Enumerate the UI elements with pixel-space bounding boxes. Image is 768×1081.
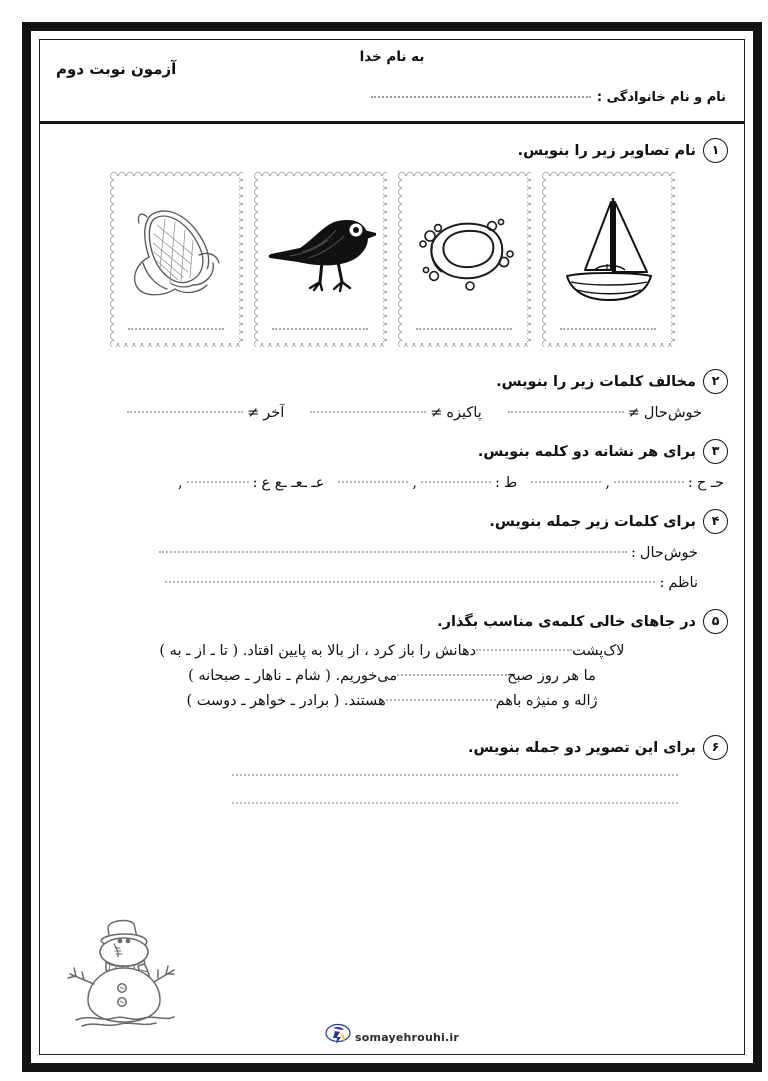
crow-illustration [258,176,383,328]
stamp-frame-corn [110,172,243,347]
student-name-row [371,90,726,105]
worksheet-header [40,40,744,124]
question-3-letter: حـ ح [696,475,724,491]
soap-illustration [402,176,527,328]
watermark-text: somayehrouhi.ir [355,1030,459,1044]
colon: : [252,475,258,491]
stamp-frame-soap [398,172,531,347]
question-1-answer-line-crow[interactable] [272,328,368,330]
question-4-row-1 [56,545,728,561]
question-3-header [56,439,728,464]
not-equal-icon: ≠ [430,405,443,421]
question-5-blank[interactable] [476,649,572,651]
sentence-before: لاک‌پشت [572,643,625,659]
question-6-header [56,735,728,760]
corn-illustration [114,176,239,328]
question-4-row-2 [56,575,728,591]
question-6-answer-line[interactable] [232,802,678,804]
question-1-answer-line-corn[interactable] [128,328,224,330]
question-3-answer-line[interactable] [421,481,491,483]
question-1-answer-line-sailboat[interactable] [560,328,656,330]
sentence-options: ( تا ـ از ـ به ) [159,643,239,659]
stamp-frame-sailboat [542,172,675,347]
question-6-number: ۶ [703,735,728,760]
question-1-number: ۱ [703,138,728,163]
sentence-options: ( برادر ـ خواهر ـ دوست ) [186,693,340,709]
question-2-word: آخر [263,405,285,421]
question-3-answer-line[interactable] [614,481,684,483]
question-3-answers [56,475,728,491]
question-5-sentence-3 [56,693,728,709]
worksheet-sheet [39,39,745,1055]
question-3-item [338,475,517,491]
question-5-sentence-1 [56,643,728,659]
colon: : [631,545,636,561]
question-6-text: برای این تصویر دو جمله بنویس. [468,739,696,756]
question-4-text: برای کلمات زیر جمله بنویس. [489,513,696,530]
question-2-header [56,369,728,394]
question-5-blank[interactable] [386,699,496,701]
not-equal-icon: ≠ [627,405,640,421]
question-3-answer-line[interactable] [338,481,408,483]
colon: : [495,475,500,491]
worksheet-body [40,124,744,1054]
sentence-options: ( شام ـ ناهار ـ صبحانه ) [188,668,331,684]
question-5-header [56,609,728,634]
question-5-sentence-2 [56,668,728,684]
question-3-letter: ط [503,475,518,491]
exam-title: آزمون نوبت دوم [56,60,177,78]
snowman-illustration [62,908,184,1032]
question-3-number: ۳ [703,439,728,464]
question-4-word: خوش‌حال [639,545,698,561]
question-2-answers [56,405,728,421]
colon: : [687,475,693,491]
sentence-before: ژاله و منیژه باهم [495,693,598,709]
question-1-text: نام تصاویر زیر را بنویس. [517,142,696,159]
question-3-letter: عـ ـعـ ـع ع [261,475,325,491]
question-5-text: در جاهای خالی کلمه‌ی مناسب بگذار. [437,613,696,630]
question-2-answer-line[interactable] [508,411,624,413]
question-2-answer-line[interactable] [310,411,426,413]
question-5-blank[interactable] [397,674,507,676]
question-4-word: ناظم [668,575,698,591]
not-equal-icon: ≠ [247,405,260,421]
question-4-answer-line[interactable] [159,551,627,553]
question-3-answer-line[interactable] [187,481,249,483]
question-2-word: خوش‌حال [643,405,702,421]
comma: , [412,475,417,491]
question-2-word: پاکیزه [446,405,482,421]
comma: , [178,475,183,491]
question-3-answer-line[interactable] [531,481,601,483]
sentence-after: هستند. [344,693,386,709]
student-name-label: نام و نام خانوادگی : [596,90,726,105]
question-3-item [178,475,324,491]
sentence-after: می‌خوریم. [335,668,398,684]
question-6-answer-line[interactable] [232,774,678,776]
question-3-item [531,475,724,491]
question-2-item [508,405,702,421]
question-1-image-row [56,172,728,347]
colon: : [659,575,665,591]
sentence-before: ما هر روز صبح [507,668,596,684]
question-2-number: ۲ [703,369,728,394]
question-4-number: ۴ [703,509,728,534]
question-2-text: مخالف کلمات زیر را بنویس. [496,373,696,390]
sentence-after: دهانش را باز کرد ، از بالا به پایین افتاد. [242,643,477,659]
student-name-input[interactable] [371,96,591,98]
question-2-item [127,405,284,421]
question-4-header [56,509,728,534]
question-4-answer-line[interactable] [165,581,655,583]
question-1-answer-line-soap[interactable] [416,328,512,330]
stamp-frame-crow [254,172,387,347]
page-frame [8,8,760,1073]
comma: , [605,475,610,491]
question-1-header [56,138,728,163]
footer-watermark [40,1023,744,1051]
bismillah-text: به نام خدا [359,49,425,65]
site-logo-icon [325,1023,351,1051]
question-2-answer-line[interactable] [127,411,243,413]
sailboat-illustration [546,176,671,328]
question-3-text: برای هر نشانه دو کلمه بنویس. [477,443,696,460]
question-6-answer-area [56,774,728,804]
question-2-item [310,405,482,421]
question-5-number: ۵ [703,609,728,634]
